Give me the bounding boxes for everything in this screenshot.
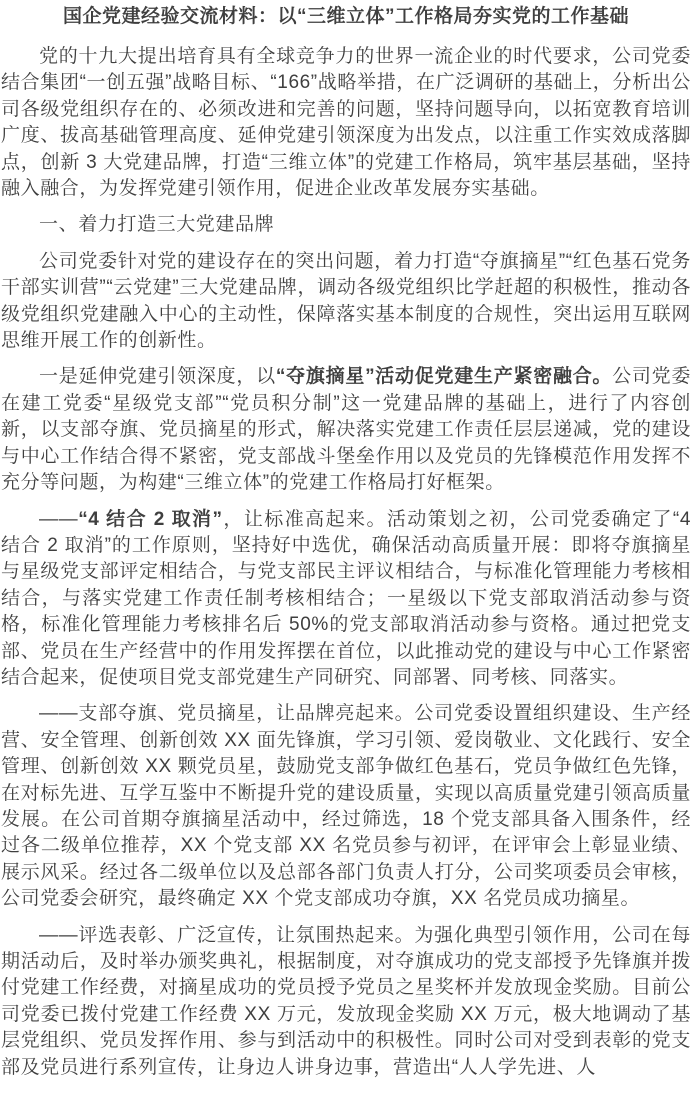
intro-paragraph [1,44,691,202]
text-run: 公司党委在建工党委“星级党支部”“党员积分制”这一党建品牌的基础上，进行了内容创新，以支部夺旗、党员摘星的形式，解决落实党建工作责任层层递减，党的建设与中心工作结合得不紧密，党支部战斗堡垒作用以及党员的先锋模范作用发挥不充分等问题，为构建“三维立体”的党建工作格局打好框架。 [1,366,692,494]
emphasized-text-run: “4 结合 2 取消” [78,508,223,530]
brands-overview-paragraph [1,249,691,355]
emphasized-text-run: “夺旗摘星”活动促党建生产紧密融合。 [275,366,613,388]
text-run: —— [39,508,79,530]
text-run: 党的十九大提出培育具有全球竞争力的世界一流企业的时代要求，公司党委结合集团“一创五强”战略目标、“166”战略举措，在广泛调研的基础上，分析出公司各级党组织存在的、必须改进和完善的问题，坚持问题导向，以拓宽教育培训广度、拔高基础管理高度、延伸党建引领深度为出发点，以注重工作实效成落脚点，创新 3 大党建品牌，打造“三维立体”的党建工作格局，筑牢基层基础，坚持融入融合，为发挥党建引领作用，促进企业改革发展夯实基础。 [1,46,691,200]
document-body [1,44,691,1081]
paragraph-4-combine-2-cancel [1,507,691,692]
paragraph-award-publicity [1,923,691,1081]
text-run: ，让标准高起来。活动策划之初，公司党委确定了“4 结合 2 取消”的工作原则，坚持好中选优，确保活动高质量开展：即将夺旗摘星与星级党支部评定相结合，与党支部民主评议相结合，与标准化管理能力考核相结合，与落实党建工作责任制考核相结合；一星级以下党支部取消活动参与资格，标准化管理能力考核排名后 50%的党支部取消活动参与资格。通过把党支部、党员在生产经营中的作用发挥摆在首位，以此推动党的建设与中心工作紧密结合起来，促使项目党支部党建生产同研究、同部署、同考核、同落实。 [1,508,691,688]
section-heading-1 [1,212,691,238]
text-run: ——支部夺旗、党员摘星，让品牌亮起来。公司党委设置组织建设、生产经营、安全管理、创新创效 XX 面先锋旗，学习引领、爱岗敬业、文化践行、安全管理、创新创效 XX 颗党员星，鼓励党支部争做红色基石，党员争做红色先锋，在对标先进、互学互鉴中不断提升党的建设质量，实现以高质量党建引领高质量发展。在公司首期夺旗摘星活动中，经过筛选，18 个党支部具备入围条件，经过各二级单位推荐，XX 个党支部 XX 名党员参与初评，在评审会上彰显业绩、展示风采。经过各二级单位以及总部各部门负责人打分，公司奖项委员会审核，公司党委会研究，最终确定 XX 个党支部成功夺旗，XX 名党员成功摘星。 [1,703,691,910]
text-run: ——评选表彰、广泛宣传，让氛围热起来。为强化典型引领作用，公司在每期活动后，及时举办颁奖典礼，根据制度，对夺旗成功的党支部授予先锋旗并拨付党建工作经费，对摘星成功的党员授予党员之星奖杯并发放现金奖励。目前公司党委已拨付党建工作经费 XX 万元，发放现金奖励 XX 万元，极大地调动了基层党组织、党员发挥作用、参与到活动中的积极性。同时公司对受到表彰的党支部及党员进行系列宣传，让身边人讲身边事，营造出“人人学先进、人 [1,924,691,1078]
paragraph-branch-flag-member-star [1,701,691,912]
paragraph-flag-star-activity [1,364,691,496]
document-title: 国企党建经验交流材料：以“三维立体”工作格局夯实党的工作基础 [62,6,629,27]
text-run: 公司党委针对党的建设存在的突出问题，着力打造“夺旗摘星”“红色基石党务干部实训营”“云党建”三大党建品牌，调动各级党组织比学赶超的积极性，推动各级党组织党建融入中心的主动性，保障落实基本制度的合规性，突出运用互联网思维开展工作的创新性。 [1,250,691,352]
text-run: 一是延伸党建引领深度，以 [39,366,276,388]
text-run: 一、着力打造三大党建品牌 [39,214,275,236]
